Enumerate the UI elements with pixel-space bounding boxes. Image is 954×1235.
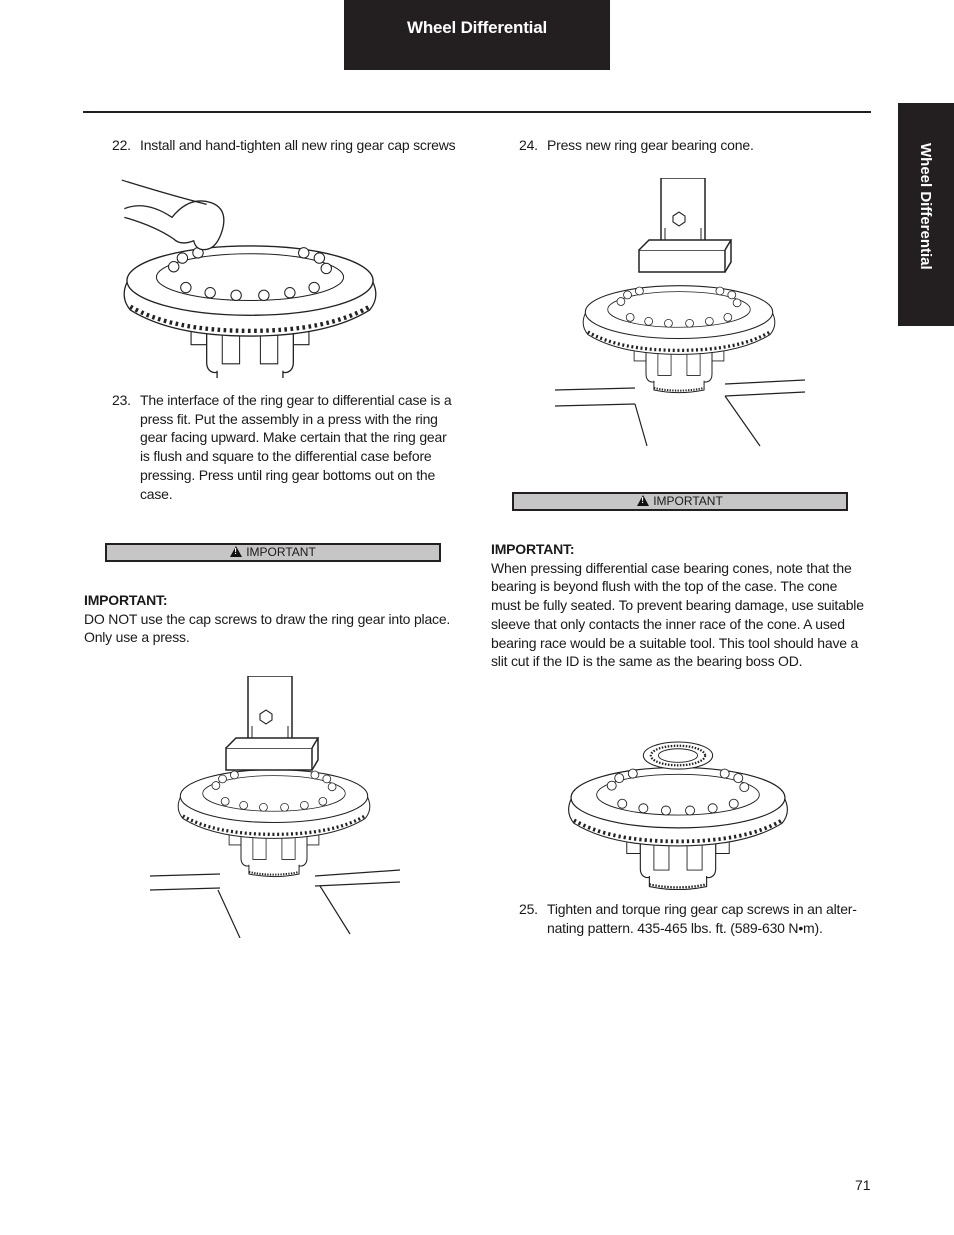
important-title: IMPORTANT: <box>84 592 168 608</box>
page-number: 71 <box>855 1177 871 1193</box>
side-tab-label: Wheel Differential <box>917 143 934 270</box>
step-line: nating pattern. 435-465 lbs. ft. (589-630 N•m). <box>547 919 823 936</box>
important-line: Only use a press. <box>84 629 190 646</box>
step-number: 24. <box>519 137 538 153</box>
step-line: Tighten and torque ring gear cap screws in an alter- <box>547 901 857 917</box>
figure-hand-tighten-cap-screws <box>120 178 380 378</box>
header-rule <box>83 111 871 113</box>
section-header-tab <box>344 0 610 70</box>
important-note-left <box>84 591 454 647</box>
step-text: Install and hand-tighten all new ring gear cap screws <box>140 137 456 153</box>
warning-icon <box>637 495 649 506</box>
important-bar-label: IMPORTANT <box>246 545 316 559</box>
step-text: Press new ring gear bearing cone. <box>547 137 754 153</box>
important-bar-label: IMPORTANT <box>653 494 723 508</box>
step-line: press fit. Put the assembly in a press with the ring <box>140 410 438 427</box>
step-number: 23. <box>112 392 131 408</box>
step-line: is flush and square to the differential case before <box>140 448 432 465</box>
step-line: pressing. Press until ring gear bottoms out on the <box>140 466 436 483</box>
figure-press-ring-gear <box>150 676 400 938</box>
important-line: sleeve that only contacts the inner race of the cone. A used <box>491 615 845 632</box>
important-note-right <box>491 540 871 671</box>
important-line: DO NOT use the cap screws to draw the ring gear into place. <box>84 610 451 627</box>
important-line: slit cut if the ID is the same as the bearing boss OD. <box>491 653 803 670</box>
step-number: 22. <box>112 137 131 153</box>
figure-torque-cap-screws <box>565 722 791 890</box>
important-line: must be fully seated. To prevent bearing damage, use suitable <box>491 597 864 614</box>
step-line: The interface of the ring gear to differential case is a <box>140 392 452 408</box>
important-bar-right <box>512 492 848 511</box>
figure-press-bearing-cone <box>555 178 805 448</box>
hand-icon <box>124 201 224 250</box>
warning-icon <box>230 546 242 557</box>
important-line: When pressing differential case bearing cones, note that the <box>491 559 852 576</box>
important-line: bearing is beyond flush with the top of the case. The cone <box>491 578 838 595</box>
step-line: gear facing upward. Make certain that the ring gear <box>140 429 447 446</box>
side-tab <box>898 103 954 326</box>
important-bar-left <box>105 543 441 562</box>
important-title: IMPORTANT: <box>491 541 575 557</box>
important-line: bearing race would be a suitable tool. This tool should have a <box>491 634 859 651</box>
section-title: Wheel Differential <box>407 18 547 37</box>
step-line: case. <box>140 485 173 502</box>
step-number: 25. <box>519 901 538 917</box>
